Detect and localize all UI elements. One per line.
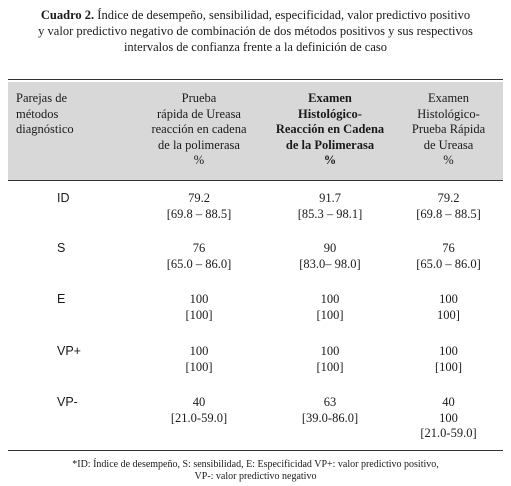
- cell-interval: [65.0 – 86.0]: [416, 256, 481, 271]
- table-cell: [270, 292, 390, 323]
- caption-line-1: [8, 7, 503, 23]
- header-text: Prueba: [181, 91, 217, 105]
- cell-value: 76: [192, 241, 206, 255]
- cell-value: 100: [320, 344, 340, 358]
- header-text: Histológico-: [298, 106, 362, 121]
- row-label: ID: [57, 191, 70, 205]
- header-text: Histológico-: [417, 106, 480, 121]
- cell-interval: [65.0 – 86.0]: [166, 256, 232, 271]
- cell-value: 79.2: [188, 191, 210, 205]
- table-cell: [134, 395, 264, 426]
- cell-interval: [39.0-86.0]: [301, 410, 359, 425]
- cell-value: 100: [439, 292, 458, 306]
- cell-value-extra: 100: [439, 410, 458, 425]
- table-cell: [134, 344, 264, 375]
- footnote-line-2: VP-: valor predictivo negativo: [194, 471, 317, 482]
- cell-interval: 100]: [437, 307, 460, 322]
- cell-value: 63: [323, 395, 337, 409]
- table-cell: [396, 191, 501, 222]
- cell-value: 79.2: [437, 191, 460, 205]
- header-text: %: [443, 153, 454, 167]
- table-footnote: [8, 459, 503, 483]
- table-cell: [270, 395, 390, 426]
- table-top-rule: [8, 79, 503, 80]
- cell-interval: [69.8 – 88.5]: [416, 206, 481, 221]
- table-cell: [396, 344, 501, 375]
- cell-value: 90: [323, 241, 337, 255]
- cell-interval: [100]: [434, 359, 463, 374]
- footnote-line-1: *ID: Índice de desempeño, S: sensibilidad, E: Especificidad VP+: valor predictivo positivo,: [72, 459, 439, 470]
- cell-value: 91.7: [319, 191, 341, 205]
- header-text: Parejas de: [16, 91, 68, 105]
- caption-line-2: y valor predictivo negativo de combinación de dos métodos positivos y sus respectivos: [38, 24, 473, 38]
- caption-label: Cuadro 2.: [40, 8, 95, 22]
- cell-value: 40: [192, 395, 206, 409]
- row-label: E: [57, 292, 66, 306]
- cell-value: 40: [442, 395, 455, 409]
- table-cell: [396, 292, 501, 323]
- header-text: %: [193, 153, 205, 167]
- table-cell: [134, 191, 264, 222]
- header-text: Reacción en Cadena: [275, 122, 385, 136]
- table-cell: [396, 395, 501, 442]
- header-text: Prueba Rápida: [411, 122, 486, 136]
- row-label: VP+: [57, 344, 81, 358]
- cell-value: 100: [320, 292, 340, 306]
- header-cell-histology-pcr: [270, 91, 390, 169]
- table-cell: [270, 191, 390, 222]
- header-text: de la Polimerasa: [285, 137, 375, 152]
- cell-interval: [100]: [185, 359, 213, 374]
- header-text: métodos: [16, 106, 59, 121]
- header-cell-urease-pcr: [134, 91, 264, 169]
- table-cell: [134, 241, 264, 272]
- cell-value: 100: [189, 344, 209, 358]
- cell-interval: [85.3 – 98.1]: [297, 206, 363, 221]
- table-cell: [270, 344, 390, 375]
- header-text: de la polimerasa: [158, 137, 240, 152]
- table-cell: [134, 292, 264, 323]
- cell-interval: [100]: [316, 359, 344, 374]
- cell-interval: [21.0-59.0]: [420, 426, 477, 440]
- row-label: S: [57, 241, 66, 255]
- table-bottom-rule: [8, 450, 503, 451]
- header-text: Examen: [308, 91, 352, 105]
- header-text: de Ureasa: [423, 137, 474, 152]
- cell-value: 100: [439, 344, 458, 358]
- cell-interval: [100]: [316, 307, 344, 322]
- header-cell-pairs: [16, 91, 106, 138]
- cell-interval: [21.0-59.0]: [170, 410, 228, 425]
- table-header-rule: [8, 180, 503, 181]
- table-cell: [396, 241, 501, 272]
- cell-interval: [69.8 – 88.5]: [166, 206, 232, 221]
- cell-interval: [83.0– 98.0]: [299, 256, 361, 271]
- header-text: rápida de Ureasa: [157, 106, 241, 121]
- header-text: reacción en cadena: [151, 122, 247, 136]
- table-cell: [270, 241, 390, 272]
- header-cell-histology-urease: [396, 91, 501, 169]
- header-text: %: [323, 153, 337, 167]
- cell-interval: [100]: [185, 307, 213, 322]
- caption-line-3: intervalos de confianza frente a la definición de caso: [123, 40, 388, 54]
- header-text: Examen: [428, 91, 469, 105]
- table-caption: [8, 7, 503, 55]
- cell-value: 100: [189, 292, 209, 306]
- row-label: VP-: [57, 395, 78, 409]
- caption-text-1: Índice de desempeño, sensibilidad, especificidad, valor predictivo positivo: [97, 8, 471, 22]
- header-text: diagnóstico: [16, 122, 74, 136]
- cell-value: 76: [442, 241, 455, 255]
